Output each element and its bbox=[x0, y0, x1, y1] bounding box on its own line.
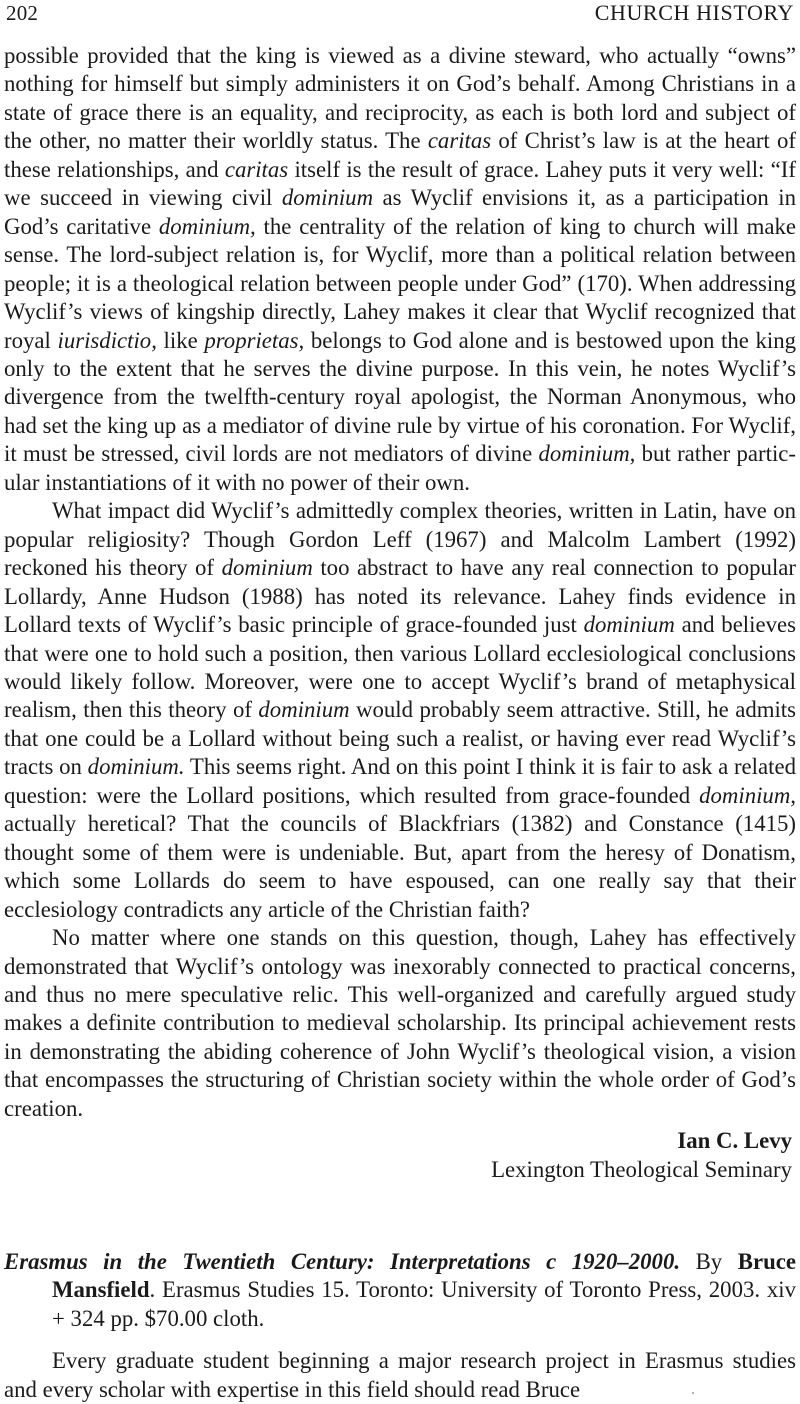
journal-title: CHURCH HISTORY bbox=[594, 0, 794, 25]
running-head bbox=[4, 0, 796, 28]
reviewer-affiliation: Lexington Theological Seminary bbox=[491, 1156, 792, 1182]
book-title: Erasmus in the Twentieth Century: Interpretations c 1920–2000. bbox=[4, 1249, 681, 1275]
page-number: 202 bbox=[6, 1, 39, 25]
reviewer-name: Ian C. Levy bbox=[677, 1128, 792, 1154]
book-details: . Erasmus Studies 15. Toronto: University of Toronto Press, 2003. xiv + 324 pp. $70.00 cloth. bbox=[52, 1277, 796, 1331]
reviewer-signature bbox=[4, 1127, 796, 1184]
next-review-heading: Erasmus in the Twentieth Century: Interpretations c 1920–2000. By Bruce Mansfield. Erasmus Studies 15. Toronto: University of Toronto Press, 2003. xiv + 324 pp. $70.00 cloth. bbox=[4, 1249, 796, 1331]
next-review-opening: Every graduate student beginning a major research project in Erasmus studies and every scholar with expertise in this field should read Bruce bbox=[4, 1348, 796, 1402]
review-paragraph-1: possible provided that the king is viewed as a divine steward, who actually “owns” nothing for himself but simply administers it on God’s behalf. Among Christians in a state of grace there is an equality, and reciprocity, as each is both lord and subject of the other, no matter their worldly status. The caritas of Christ’s law is at the heart of these relationships, and caritas itself is the result of grace. Lahey puts it very well: “If we succeed in viewing civil dominium as Wyclif envisions it, as a participation in God’s caritative dominium, the centrality of the relation of king to church will make sense. The lord-subject relation is, for Wyclif, more than a political relation between people; it is a theological relation between people under God” (170). When addressing Wyclif’s views of kingship directly, Lahey makes it clear that Wyclif recognized that royal iurisdictio, like proprietas, belongs to God alone and is bestowed upon the king only to the extent that he serves the divine purpose. In this vein, he notes Wyclif’s divergence from the twelfth-century royal apologist, the Norman Anonymous, who had set the king up as a mediator of divine rule by virtue of his coronation. For Wyclif, it must be stressed, civil lords are not mediators of divine dominium, but rather particular instantiations of it with no power of their own. bbox=[4, 43, 797, 495]
book-author: Bruce Mansfield bbox=[52, 1249, 796, 1303]
review-paragraph-2: What impact did Wyclif’s admittedly complex theories, written in Latin, have on popular religiosity? Though Gordon Leff (1967) and Malcolm Lambert (1992) reckoned his theory of dominium too abstract to have any real connection to popular Lollardy, Anne Hudson (1988) has noted its relevance. Lahey finds evidence in Lollard texts of Wyclif’s basic principle of grace-founded just dominium and believes that were one to hold such a position, then various Lollard ecclesiological conclusions would likely follow. Moreover, were one to accept Wyclif’s brand of metaphysical realism, then this theory of dominium would probably seem attractive. Still, he admits that one could be a Lollard without being such a realist, or having ever read Wyclif’s tracts on dominium. This seems right. And on this point I think it is fair to ask a related question: were the Lollard positions, which resulted from grace-founded dominium, actually heretical? That the councils of Blackfriars (1382) and Constance (1415) thought some of them were is undeniable. But, apart from the heresy of Donatism, which some Lollards do seem to have espoused, can one really say that their ecclesiology contradicts any article of the Christian faith? bbox=[4, 498, 797, 922]
stray-mark bbox=[692, 1392, 694, 1394]
review-paragraph-3: No matter where one stands on this question, though, Lahey has effectively demonstrated that Wyclif’s ontology was inexorably connected to practical concerns, and thus no mere speculative relic. This well-organized and carefully argued study makes a definite contribution to medieval scholarship. Its principal achievement rests in demonstrating the abiding coherence of John Wyclif’s theological vision, a vision that encompasses the structuring of Christian society within the whole order of God’s creation. bbox=[4, 925, 796, 1121]
